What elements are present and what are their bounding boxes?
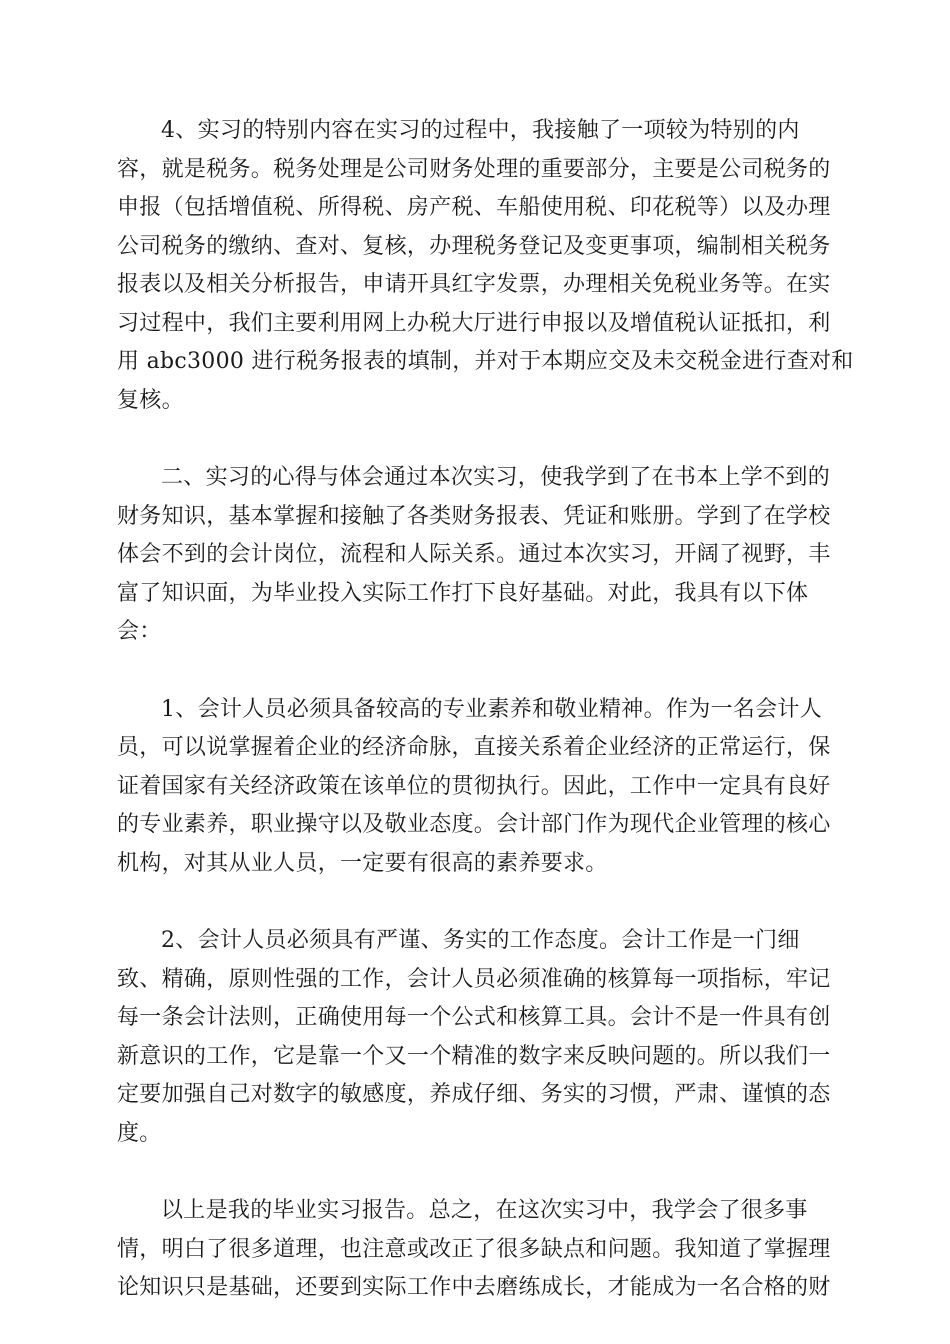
paragraph-1-line-3: 申报（包括增值税、所得税、房产税、车船使用税、印花税等）以及办理	[117, 195, 831, 220]
paragraph-2-line-1: 二、实习的心得与体会通过本次实习，使我学到了在书本上学不到的	[161, 465, 831, 490]
paragraph-4-line-3: 每一条会计法则，正确使用每一个公式和核算工具。会计不是一件具有创	[117, 1005, 831, 1030]
paragraph-1-line-4: 公司税务的缴纳、查对、复核，办理税务登记及变更事项，编制相关税务	[117, 233, 831, 259]
paragraph-4-line-1: 2、会计人员必须具有严谨、务实的工作态度。会计工作是一门细	[161, 928, 800, 953]
paragraph-4-line-2: 致、精确，原则性强的工作，会计人员必须准确的核算每一项指标，牢记	[117, 966, 831, 992]
paragraph-gap	[117, 652, 837, 691]
paragraph-1-line-2: 容，就是税务。税务处理是公司财务处理的重要部分，主要是公司税务的	[117, 156, 831, 182]
document-body	[117, 112, 854, 1308]
paragraph-4-line-6: 度。	[117, 1120, 162, 1146]
paragraph-gap	[117, 883, 837, 922]
paragraph-gap	[117, 420, 837, 459]
paragraph-3	[117, 691, 837, 884]
paragraph-5-line-2: 情，明白了很多道理，也注意或改正了很多缺点和问题。我知道了掌握理	[117, 1236, 831, 1262]
paragraph-3-line-3: 证着国家有关经济政策在该单位的贯彻执行。因此，工作中一定具有良好	[117, 773, 831, 799]
paragraph-2	[117, 459, 837, 652]
paragraph-3-line-4: 的专业素养，职业操守以及敬业态度。会计部门作为现代企业管理的核心	[117, 812, 831, 837]
paragraph-1	[117, 112, 854, 420]
paragraph-1-line-7: 用 abc3000 进行税务报表的填制，并对于本期应交及未交税金进行查对和	[117, 349, 854, 374]
paragraph-1-line-5: 报表以及相关分析报告，申请开具红字发票，办理相关免税业务等。在实	[117, 272, 831, 297]
paragraph-2-line-5: 会：	[117, 619, 162, 644]
paragraph-5-line-1: 以上是我的毕业实习报告。总之，在这次实习中，我学会了很多事	[161, 1198, 808, 1223]
paragraph-gap	[117, 1153, 837, 1192]
paragraph-2-line-4: 富了知识面，为毕业投入实际工作打下良好基础。对此，我具有以下体	[117, 580, 809, 606]
paragraph-3-line-1: 1、会计人员必须具备较高的专业素养和敬业精神。作为一名会计人	[161, 696, 822, 722]
paragraph-2-line-2: 财务知识，基本掌握和接触了各类财务报表、凭证和账册。学到了在学校	[117, 503, 831, 529]
paragraph-4-line-4: 新意识的工作，它是靠一个又一个精准的数字来反映问题的。所以我们一	[117, 1043, 831, 1069]
paragraph-4	[117, 922, 837, 1153]
paragraph-2-line-3: 体会不到的会计岗位，流程和人际关系。通过本次实习，开阔了视野，丰	[117, 542, 831, 567]
paragraph-3-line-5: 机构，对其从业人员，一定要有很高的素养要求。	[117, 850, 608, 876]
paragraph-5	[117, 1192, 837, 1308]
paragraph-1-line-8: 复核。	[117, 387, 184, 413]
paragraph-1-line-1: 4、实习的特别内容在实习的过程中，我接触了一项较为特别的内	[161, 118, 800, 143]
paragraph-4-line-5: 定要加强自己对数字的敏感度，养成仔细、务实的习惯，严肃、谨慎的态	[117, 1082, 831, 1107]
paragraph-5-line-3: 论知识只是基础，还要到实际工作中去磨练成长，才能成为一名合格的财	[117, 1275, 831, 1300]
paragraph-3-line-2: 员，可以说掌握着企业的经济命脉，直接关系着企业经济的正常运行，保	[117, 735, 831, 760]
paragraph-1-line-6: 习过程中，我们主要利用网上办税大厅进行申报以及增值税认证抵扣，利	[117, 310, 831, 336]
